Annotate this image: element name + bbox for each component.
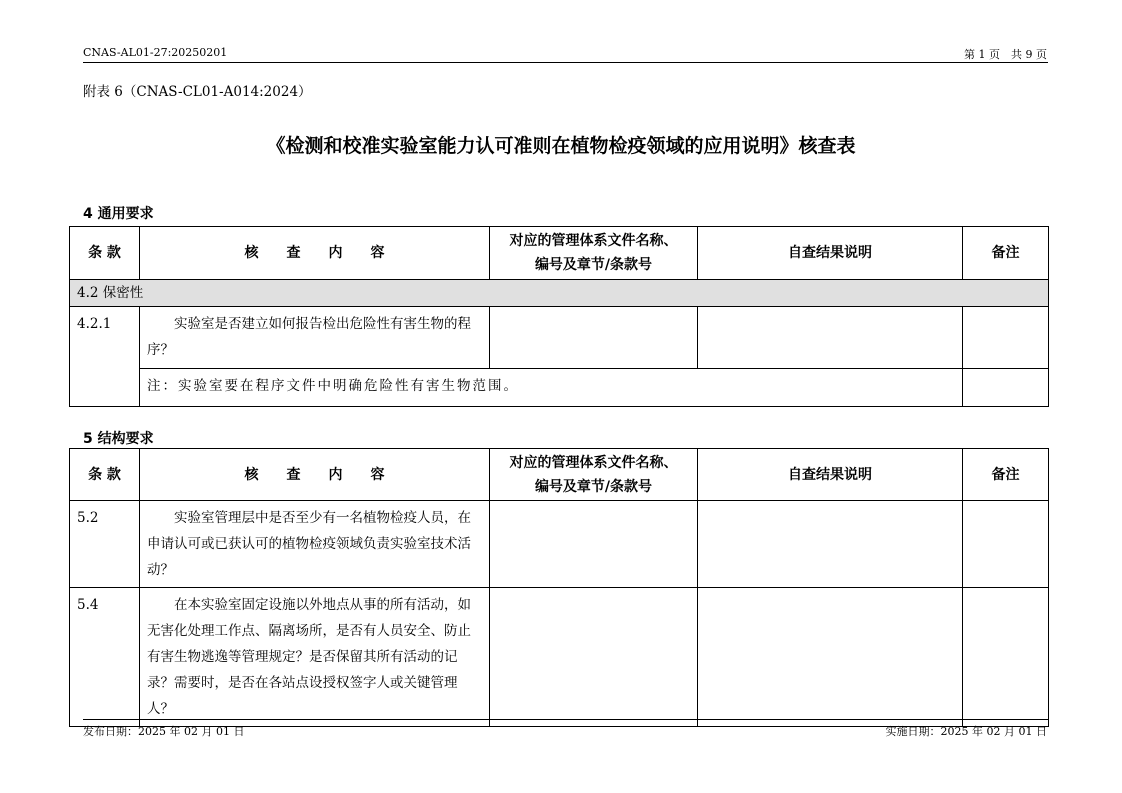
col-clause: 条 款 — [70, 449, 140, 501]
clause-cell: 5.4 — [70, 588, 140, 727]
checklist-table-structure — [69, 448, 1049, 727]
subsection-row: 4.2 保密性 — [70, 280, 1049, 307]
col-doc: 对应的管理体系文件名称、 编号及章节/条款号 — [490, 227, 698, 280]
col-doc: 对应的管理体系文件名称、 编号及章节/条款号 — [490, 449, 698, 501]
table-row — [70, 307, 1049, 369]
remark-cell[interactable] — [963, 307, 1049, 369]
doc-cell[interactable] — [490, 307, 698, 369]
col-clause: 条 款 — [70, 227, 140, 280]
issue-date: 发布日期：2025 年 02 月 01 日 — [83, 725, 245, 738]
result-cell[interactable] — [698, 501, 963, 588]
section-heading: 5 结构要求 — [83, 431, 154, 447]
section-heading: 4 通用要求 — [83, 206, 154, 222]
result-cell[interactable] — [698, 588, 963, 727]
remark-cell[interactable] — [963, 501, 1049, 588]
remark-cell[interactable] — [963, 369, 1049, 407]
content-cell: 实验室管理层中是否至少有一名植物检疫人员，在申请认可或已获认可的植物检疫领域负责实验室技术活动？ — [140, 501, 490, 588]
content-cell: 在本实验室固定设施以外地点从事的所有活动，如无害化处理工作点、隔离场所，是否有人员安全、防止有害生物逃逸等管理规定？是否保留其所有活动的记录？需要时，是否在各站点设授权签字人或关键管理人？ — [140, 588, 490, 727]
col-content: 核 查 内 容 — [140, 449, 490, 501]
remark-cell[interactable] — [963, 588, 1049, 727]
effective-date: 实施日期：2025 年 02 月 01 日 — [885, 725, 1047, 738]
col-remark: 备注 — [963, 449, 1049, 501]
content-cell: 实验室是否建立如何报告检出危险性有害生物的程序？ — [140, 307, 490, 369]
appendix-label: 附表 6（CNAS-CL01-A014:2024） — [83, 84, 312, 100]
col-result: 自查结果说明 — [698, 449, 963, 501]
table-row — [70, 588, 1049, 727]
table-row — [70, 501, 1049, 588]
col-content: 核 查 内 容 — [140, 227, 490, 280]
doc-code: CNAS-AL01-27:20250201 — [83, 46, 228, 59]
footer-divider — [83, 719, 1048, 720]
col-remark: 备注 — [963, 227, 1049, 280]
doc-cell[interactable] — [490, 501, 698, 588]
doc-cell[interactable] — [490, 588, 698, 727]
clause-cell: 4.2.1 — [70, 307, 140, 407]
checklist-table-general — [69, 226, 1049, 407]
col-result: 自查结果说明 — [698, 227, 963, 280]
result-cell[interactable] — [698, 307, 963, 369]
clause-cell: 5.2 — [70, 501, 140, 588]
page-title: 《检测和校准实验室能力认可准则在植物检疫领域的应用说明》核查表 — [266, 135, 856, 157]
page-info: 第 1 页 共 9 页 — [964, 48, 1047, 61]
header-divider — [83, 62, 1048, 63]
note-cell: 注：实验室要在程序文件中明确危险性有害生物范围。 — [140, 369, 963, 407]
